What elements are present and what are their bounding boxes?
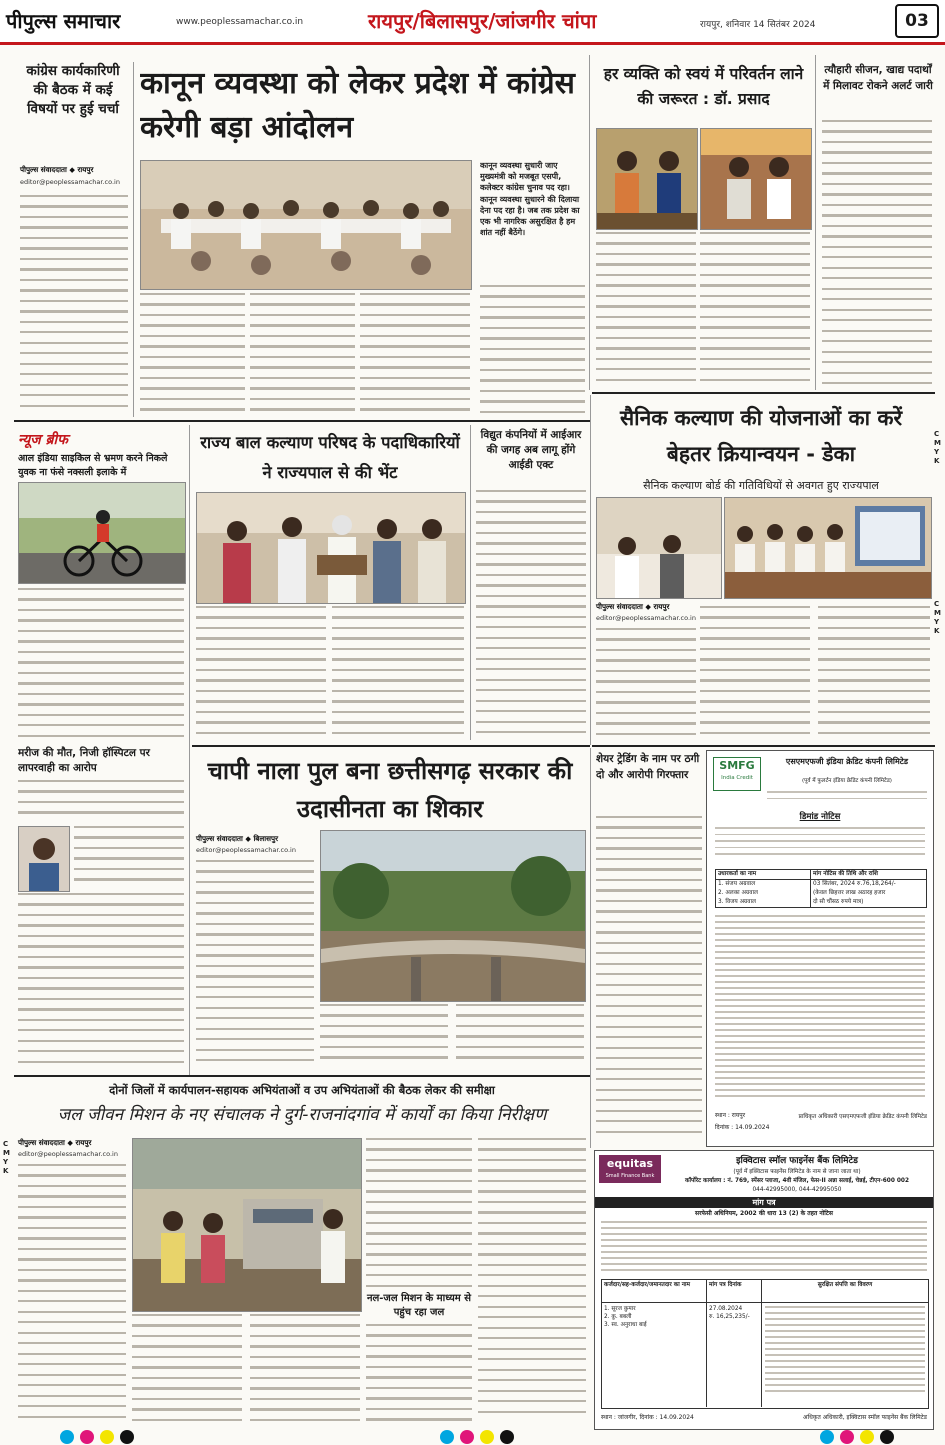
cmyk-y: Y xyxy=(934,448,940,456)
divider xyxy=(590,748,591,1148)
smfg-td-amount: 03 सितंबर, 2024 रु.76,18,264/- xyxy=(813,881,896,887)
swatch-cyan xyxy=(440,1430,454,1444)
equitas-date: दिनांक : 14.09.2024 xyxy=(639,1414,694,1421)
patient-photo xyxy=(18,826,70,892)
smfg-intro xyxy=(715,827,925,867)
jal-email[interactable]: editor@peoplessamachar.co.in xyxy=(18,1150,118,1158)
cmyk-marks-left xyxy=(3,1140,13,1176)
sainik-subhead: सैनिक कल्याण बोर्ड की गतिविधियों से अवगत हुए राज्यपाल xyxy=(643,479,879,492)
swatch-magenta xyxy=(460,1430,474,1444)
prasad-photo-1 xyxy=(596,128,698,230)
swatch-yellow xyxy=(860,1430,874,1444)
prasad-body-1 xyxy=(596,232,696,388)
hospital-body-3 xyxy=(18,893,184,1069)
smfg-subtitle: (पूर्व में फुलर्टन इंडिया क्रेडिट कंपनी लिमिटेड) xyxy=(801,778,892,784)
sainik-headline: सैनिक कल्याण की योजनाओं का करें बेहतर क्रियान्वयन - डेका xyxy=(619,406,903,466)
cmyk-k: K xyxy=(3,1167,9,1175)
equitas-th-borrower: कर्जदार/सह-कर्जदार/जमानतदार का नाम xyxy=(602,1280,707,1302)
cycle-body xyxy=(18,588,184,744)
congress-main-body-3 xyxy=(360,293,470,415)
equitas-logo-text: equitas xyxy=(606,1157,654,1170)
smfg-fineprint xyxy=(715,915,925,1107)
equitas-logo-sub: Small Finance Bank xyxy=(605,1173,655,1179)
byline-name: पीपुल्स संवाददाता xyxy=(18,1138,65,1147)
congress-main-body-2 xyxy=(250,293,355,415)
sainik-body-3 xyxy=(818,606,930,740)
equitas-amount: रु. 16,25,235/- xyxy=(709,1314,750,1320)
sainik-photo-2 xyxy=(724,497,932,599)
smfg-td-name: 3. विजय अग्रवाल xyxy=(716,898,811,907)
byline-city: रायपुर xyxy=(653,602,670,611)
color-bar xyxy=(0,1430,945,1444)
cyclist-photo xyxy=(18,482,186,584)
news-brief-label: न्यूज ब्रीफ xyxy=(18,432,68,448)
smfg-td-name: 2. अलका अग्रवाल xyxy=(716,889,811,898)
masthead xyxy=(0,0,945,45)
equitas-intro xyxy=(601,1221,927,1275)
section-rule xyxy=(14,1075,590,1077)
share-fraud-headline: शेयर ट्रेडिंग के नाम पर ठगी दो और आरोपी गिरफ्तार xyxy=(596,753,700,781)
equitas-property-desc xyxy=(762,1303,928,1407)
equitas-phone: 044-42995000, 044-42995050 xyxy=(752,1187,842,1193)
hospital-body-2 xyxy=(74,826,184,890)
divider xyxy=(815,55,816,390)
cmyk-marks-right-top xyxy=(934,430,944,466)
smfg-table xyxy=(715,869,927,908)
governor-photo xyxy=(196,492,466,604)
congress-pullquote: कानून व्यवस्था सुधारी जाए मुख्यमंत्री को मजबूत एसपी, कलेक्टर कांग्रेस चुनाव पद रहा। कानून व्यवस्था सुधारने की दिलाया देना पद रहा है। जब तक प्रदेश का एक भी नागरिक असुरक्षित है हम शांत नहीं बैठेंगे। xyxy=(480,161,580,238)
section-rule xyxy=(592,392,935,394)
equitas-borrower: 3. स्व. अनुराधा बाई xyxy=(604,1322,647,1328)
jal-photo xyxy=(132,1138,362,1312)
festival-body xyxy=(822,120,932,390)
hospital-body-1 xyxy=(18,780,184,820)
prasad-photo-2 xyxy=(700,128,812,230)
jal-body-4 xyxy=(366,1138,472,1288)
smfg-ad xyxy=(706,750,934,1147)
sainik-photo-1 xyxy=(596,497,722,599)
issue-date: रायपुर, शनिवार 14 सितंबर 2024 xyxy=(700,20,816,30)
smfg-logo-sub: India Credit xyxy=(721,775,753,781)
smfg-logo xyxy=(713,757,761,791)
equitas-signatory: अधिकृत अधिकारी, इक्विटास स्मॉल फाइनेंस बैंक लिमिटेड xyxy=(802,1414,927,1421)
cmyk-m: M xyxy=(934,609,941,617)
equitas-table xyxy=(601,1279,929,1409)
equitas-place-date: स्थान : जांजगीर, दिनांक : 14.09.2024 xyxy=(601,1414,694,1421)
smfg-logo-text: SMFG xyxy=(719,759,755,772)
cmyk-m: M xyxy=(3,1149,10,1157)
jal-body-2 xyxy=(132,1314,242,1426)
equitas-ad xyxy=(594,1150,934,1430)
smfg-td-name: 1. संजय अग्रवाल xyxy=(716,880,811,889)
page-number: 03 xyxy=(895,4,939,38)
smfg-title: एसएमएफजी इंडिया क्रेडिट कंपनी लिमिटेड xyxy=(785,757,909,766)
byline-name: पीपुल्स संवाददाता xyxy=(20,165,67,174)
cmyk-c: C xyxy=(3,1140,9,1148)
edition-title: रायपुर/बिलासपुर/जांजगीर चांपा xyxy=(368,9,597,33)
swatch-magenta xyxy=(840,1430,854,1444)
smfg-address xyxy=(767,791,927,811)
sainik-body-1 xyxy=(596,628,696,740)
smfg-date: दिनांक : 14.09.2024 xyxy=(715,1124,770,1131)
congress-main-body-1 xyxy=(140,293,245,415)
cmyk-marks-right-mid xyxy=(934,600,944,636)
governor-headline: राज्य बाल कल्याण परिषद के पदाधिकारियों ने राज्यपाल से की भेंट xyxy=(200,433,460,482)
smfg-td-amount: दो सौ चौंसठ रुपये मात्र) xyxy=(813,899,864,905)
divider xyxy=(133,62,134,417)
equitas-notice-sub: सरफेसी अधिनियम, 2002 की धारा 13 (2) के तहत नोटिस xyxy=(695,1210,833,1217)
equitas-logo xyxy=(599,1155,661,1183)
equitas-address: कॉर्पोरेट कार्यालय : नं. 769, स्पेंसर प्लाजा, 4वी मंजिल, फेस-II अन्ना सलाई, चेन्नई, टीएन-600 002 xyxy=(685,1178,909,1184)
electricity-headline: विद्युत कंपनियों में आईआर की जगह अब लागू होंगे आईडी एक्ट xyxy=(480,429,582,471)
bridge-body-1 xyxy=(196,860,314,1070)
brand-logo: पीपुल्स समाचार xyxy=(6,9,121,33)
prasad-headline: हर व्यक्ति को स्वयं में परिवर्तन लाने की जरूरत : डॉ. प्रसाद xyxy=(603,65,804,108)
congress-main-body-4 xyxy=(480,285,585,415)
divider xyxy=(189,425,190,1075)
equitas-borrower: 2. कु. बबली xyxy=(604,1314,632,1320)
cmyk-c: C xyxy=(934,600,940,608)
congress-meeting-photo xyxy=(140,160,472,290)
congress-side-headline: कांग्रेस कार्यकारिणी की बैठक में कई विषयों पर हुई चर्चा xyxy=(26,63,120,117)
bridge-byline: पीपुल्स संवाददाता ◆ बिलासपुर xyxy=(196,834,279,843)
governor-body-1 xyxy=(196,606,326,741)
swatch-magenta xyxy=(80,1430,94,1444)
divider xyxy=(470,425,471,740)
cmyk-y: Y xyxy=(3,1158,9,1166)
equitas-th-date: मांग पत्र दिनांक xyxy=(707,1280,762,1302)
swatch-black xyxy=(120,1430,134,1444)
byline-city: रायपुर xyxy=(75,1138,92,1147)
swatch-cyan xyxy=(820,1430,834,1444)
byline-name: पीपुल्स संवाददाता xyxy=(596,602,643,611)
smfg-th-notice: मांग नोटिस की तिथि और राशि xyxy=(813,871,878,877)
section-rule xyxy=(14,420,590,422)
byline-city: बिलासपुर xyxy=(253,834,279,843)
sainik-byline: पीपुल्स संवाददाता ◆ रायपुर xyxy=(596,602,670,611)
smfg-place: स्थान : रायपुर xyxy=(715,1112,746,1119)
sainik-email[interactable]: editor@peoplessamachar.co.in xyxy=(596,614,696,622)
festival-headline: त्यौहारी सीजन, खाद्य पदार्थों में मिलावट रोकने अलर्ट जारी xyxy=(823,64,933,92)
electricity-body xyxy=(476,490,586,740)
section-rule xyxy=(192,745,590,747)
jal-body-3 xyxy=(250,1314,360,1426)
congress-side-body xyxy=(20,195,128,415)
prasad-body-2 xyxy=(700,232,810,388)
equitas-th-property: सुरक्षित संपत्ति का विवरण xyxy=(817,1282,873,1288)
divider xyxy=(590,395,591,745)
smfg-signatory: प्राधिकृत अधिकारी एसएमएफजी इंडिया क्रेडिट कंपनी लिमिटेड xyxy=(798,1114,927,1120)
equitas-notice: मांग पत्र xyxy=(595,1197,933,1208)
jal-headline: जल जीवन मिशन के नए संचालक ने दुर्ग-राजनांदगांव में कार्यों का किया निरीक्षण xyxy=(57,1105,547,1125)
swatch-yellow xyxy=(480,1430,494,1444)
jal-body-1 xyxy=(18,1164,126,1426)
bridge-body-2 xyxy=(320,1004,448,1070)
bridge-photo xyxy=(320,830,586,1002)
jal-subhead: नल-जल मिशन के माध्यम से पहुंच रहा जल xyxy=(366,1293,472,1318)
congress-side-email[interactable]: editor@peoplessamachar.co.in xyxy=(20,178,120,186)
swatch-black xyxy=(880,1430,894,1444)
jal-body-6 xyxy=(478,1138,586,1426)
equitas-borrower: 1. सूरज कुमार xyxy=(604,1306,636,1312)
jal-body-5 xyxy=(366,1324,472,1426)
smfg-td-amount: (केवल छिहत्तर लाख अठारह हजार xyxy=(813,890,886,896)
cmyk-c: C xyxy=(934,430,940,438)
jal-byline: पीपुल्स संवाददाता ◆ रायपुर xyxy=(18,1138,92,1147)
congress-main-headline: कानून व्यवस्था को लेकर प्रदेश में कांग्रेस करेगी बड़ा आंदोलन xyxy=(140,66,575,145)
equitas-subtitle: (पूर्व में इक्विटास फाइनेंस लिमिटेड के नाम से जाना जाता था) xyxy=(733,1169,861,1175)
swatch-black xyxy=(500,1430,514,1444)
cycle-headline: आल इंडिया साइकिल से भ्रमण करने निकले युवक ना फंसे नक्सली इलाके में xyxy=(18,453,168,478)
bridge-body-3 xyxy=(456,1004,584,1070)
cmyk-k: K xyxy=(934,627,940,635)
hospital-headline: मरीज की मौत, निजी हॉस्पिटल पर लापरवाही का आरोप xyxy=(18,747,150,774)
bridge-headline: चापी नाला पुल बना छत्तीसगढ़ सरकार की उदासीनता का शिकार xyxy=(207,757,573,823)
swatch-cyan xyxy=(60,1430,74,1444)
equitas-title: इक्विटास स्मॉल फाइनेंस बैंक लिमिटेड xyxy=(736,1156,858,1166)
byline-name: पीपुल्स संवाददाता xyxy=(196,834,243,843)
section-rule xyxy=(592,745,935,747)
sainik-body-2 xyxy=(700,606,810,740)
smfg-notice: डिमांड नोटिस xyxy=(799,812,841,822)
governor-body-2 xyxy=(332,606,464,741)
swatch-yellow xyxy=(100,1430,114,1444)
divider xyxy=(589,55,590,390)
website-url: www.peoplessamachar.co.in xyxy=(176,17,304,27)
bridge-email[interactable]: editor@peoplessamachar.co.in xyxy=(196,846,296,854)
cmyk-m: M xyxy=(934,439,941,447)
jal-kicker: दोनों जिलों में कार्यपालन-सहायक अभियंताओं व उप अभियंताओं की बैठक लेकर की समीक्षा xyxy=(109,1083,495,1097)
byline-city: रायपुर xyxy=(77,165,94,174)
cmyk-y: Y xyxy=(934,618,940,626)
congress-side-byline: पीपुल्स संवाददाता ◆ रायपुर xyxy=(20,165,94,174)
equitas-amount-date: 27.08.2024 xyxy=(709,1306,743,1312)
equitas-place: स्थान : जांजगीर xyxy=(601,1414,636,1421)
cmyk-k: K xyxy=(934,457,940,465)
smfg-th-name: उधारकर्ता का नाम xyxy=(716,870,811,879)
share-fraud-body xyxy=(596,816,702,1146)
